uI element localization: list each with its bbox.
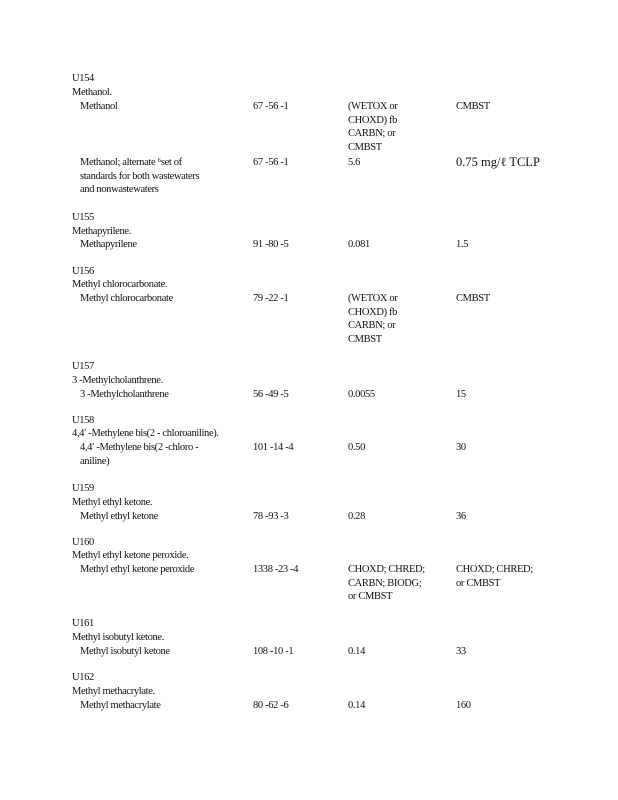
cas-number: 101 -14 -4	[253, 442, 294, 453]
nonwastewater-standard: 1.5	[456, 239, 469, 250]
constituent-name: Methanol	[80, 101, 118, 112]
wastewater-standard: 0.50	[348, 442, 365, 453]
entry-heading: Methyl ethyl ketone.	[72, 497, 153, 508]
entry-heading: 4,4′ -Methylene bis(2 - chloroaniline).	[72, 428, 219, 439]
cas-number: 78 -93 -3	[253, 511, 289, 522]
entry-heading: Methyl ethyl ketone peroxide.	[72, 550, 189, 561]
constituent-name: 3 -Methylcholanthrene	[80, 389, 169, 400]
wastewater-standard: 5.6	[348, 157, 361, 168]
constituent-name: Methapyrilene	[80, 239, 137, 250]
cas-number: 108 -10 -1	[253, 646, 294, 657]
entry-heading: Methyl methacrylate.	[72, 686, 155, 697]
nonwastewater-standard: CHOXD; CHRED; or CMBST	[456, 564, 533, 589]
nonwastewater-standard: 0.75 mg/ℓ TCLP	[456, 155, 540, 169]
wastewater-standard: 0.081	[348, 239, 370, 250]
entry-heading: 3 -Methylcholanthrene.	[72, 375, 163, 386]
nonwastewater-standard: 33	[456, 646, 466, 657]
nonwastewater-standard: 15	[456, 389, 466, 400]
waste-code: U156	[72, 266, 94, 277]
nonwastewater-standard: CMBST	[456, 101, 490, 112]
wastewater-standard: 0.28	[348, 511, 365, 522]
wastewater-standard: CHOXD; CHRED; CARBN; BIODG; or CMBST	[348, 564, 425, 603]
constituent-name: Methyl ethyl ketone peroxide	[80, 564, 195, 575]
nonwastewater-standard: 30	[456, 442, 466, 453]
wastewater-standard: 0.14	[348, 700, 365, 711]
entry-heading: Methyl isobutyl ketone.	[72, 632, 164, 643]
constituent-name: Methyl chlorocarbonate	[80, 293, 173, 304]
waste-code: U160	[72, 537, 94, 548]
cas-number: 91 -80 -5	[253, 239, 289, 250]
waste-code: U158	[72, 415, 94, 426]
constituent-name: Methyl methacrylate	[80, 700, 161, 711]
waste-code: U154	[72, 73, 94, 84]
wastewater-standard: (WETOX or CHOXD) fb CARBN; or CMBST	[348, 101, 398, 153]
entry-heading: Methapyrilene.	[72, 226, 131, 237]
cas-number: 67 -56 -1	[253, 157, 289, 168]
waste-code: U159	[72, 483, 94, 494]
wastewater-standard: 0.0055	[348, 389, 375, 400]
entry-heading: Methyl chlorocarbonate.	[72, 279, 168, 290]
waste-code: U155	[72, 212, 94, 223]
waste-code: U161	[72, 618, 94, 629]
waste-code: U157	[72, 361, 94, 372]
wastewater-standard: (WETOX or CHOXD) fb CARBN; or CMBST	[348, 293, 398, 345]
waste-code: U162	[72, 672, 94, 683]
constituent-name: Methyl ethyl ketone	[80, 511, 158, 522]
nonwastewater-standard: 36	[456, 511, 466, 522]
cas-number: 67 -56 -1	[253, 101, 289, 112]
wastewater-standard: 0.14	[348, 646, 365, 657]
cas-number: 80 -62 -6	[253, 700, 289, 711]
nonwastewater-standard: CMBST	[456, 293, 490, 304]
cas-number: 1338 -23 -4	[253, 564, 299, 575]
constituent-name: 4,4′ -Methylene bis(2 -chloro - aniline)	[80, 442, 199, 467]
constituent-name: Methanol; alternate ⁶set of standards for both wastewaters and nonwastewaters	[80, 157, 200, 196]
cas-number: 79 -22 -1	[253, 293, 289, 304]
cas-number: 56 -49 -5	[253, 389, 289, 400]
constituent-name: Methyl isobutyl ketone	[80, 646, 170, 657]
nonwastewater-standard: 160	[456, 700, 471, 711]
entry-heading: Methanol.	[72, 87, 112, 98]
